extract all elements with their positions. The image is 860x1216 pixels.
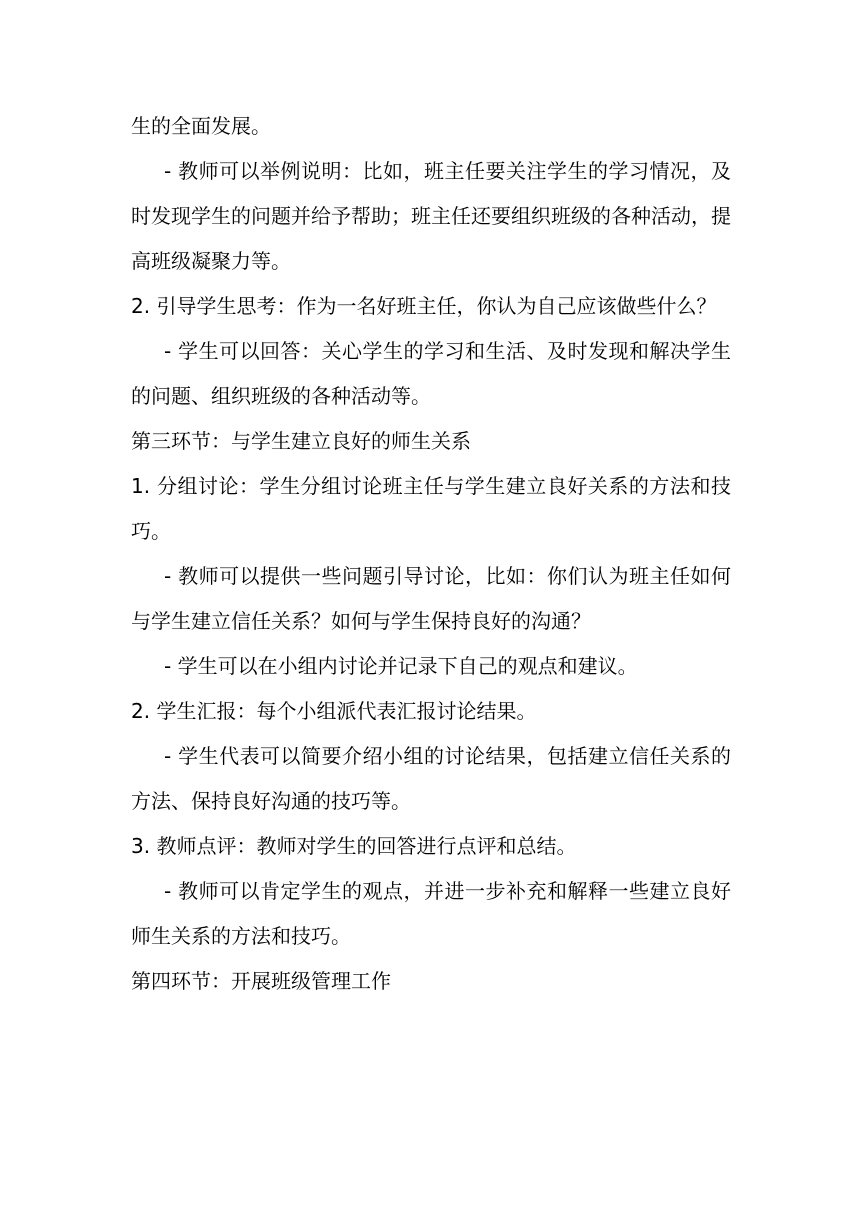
paragraph-continuation: 生的全面发展。 — [131, 114, 271, 138]
paragraph-group-discussion: 1. 分组讨论：学生分组讨论班主任与学生建立良好关系的方法和技巧。 — [131, 474, 731, 543]
paragraph-student-report: 2. 学生汇报：每个小组派代表汇报讨论结果。 — [131, 699, 537, 723]
paragraph-representative-summary: - 学生代表可以简要介绍小组的讨论结果，包括建立信任关系的方法、保持良好沟通的技巧等。 — [131, 744, 731, 813]
paragraph-guide-thinking: 2. 引导学生思考：作为一名好班主任，你认为自己应该做些什么？ — [131, 294, 717, 318]
paragraph-teacher-example: - 教师可以举例说明：比如，班主任要关注学生的学习情况，及时发现学生的问题并给予帮助；班主任还要组织班级的各种活动，提高班级凝聚力等。 — [131, 159, 731, 273]
document-body — [131, 104, 731, 1004]
paragraph-teacher-affirm: - 教师可以肯定学生的观点，并进一步补充和解释一些建立良好师生关系的方法和技巧。 — [131, 879, 731, 948]
paragraph-student-record: - 学生可以在小组内讨论并记录下自己的观点和建议。 — [164, 654, 638, 678]
paragraph-student-answer: - 学生可以回答：关心学生的学习和生活、及时发现和解决学生的问题、组织班级的各种活动等。 — [131, 339, 731, 408]
section-heading-third: 第三环节：与学生建立良好的师生关系 — [131, 429, 471, 453]
paragraph-teacher-questions: - 教师可以提供一些问题引导讨论，比如：你们认为班主任如何与学生建立信任关系？如何与学生保持良好的沟通？ — [131, 564, 731, 633]
section-heading-fourth: 第四环节：开展班级管理工作 — [131, 969, 391, 993]
paragraph-teacher-review: 3. 教师点评：教师对学生的回答进行点评和总结。 — [131, 834, 577, 858]
